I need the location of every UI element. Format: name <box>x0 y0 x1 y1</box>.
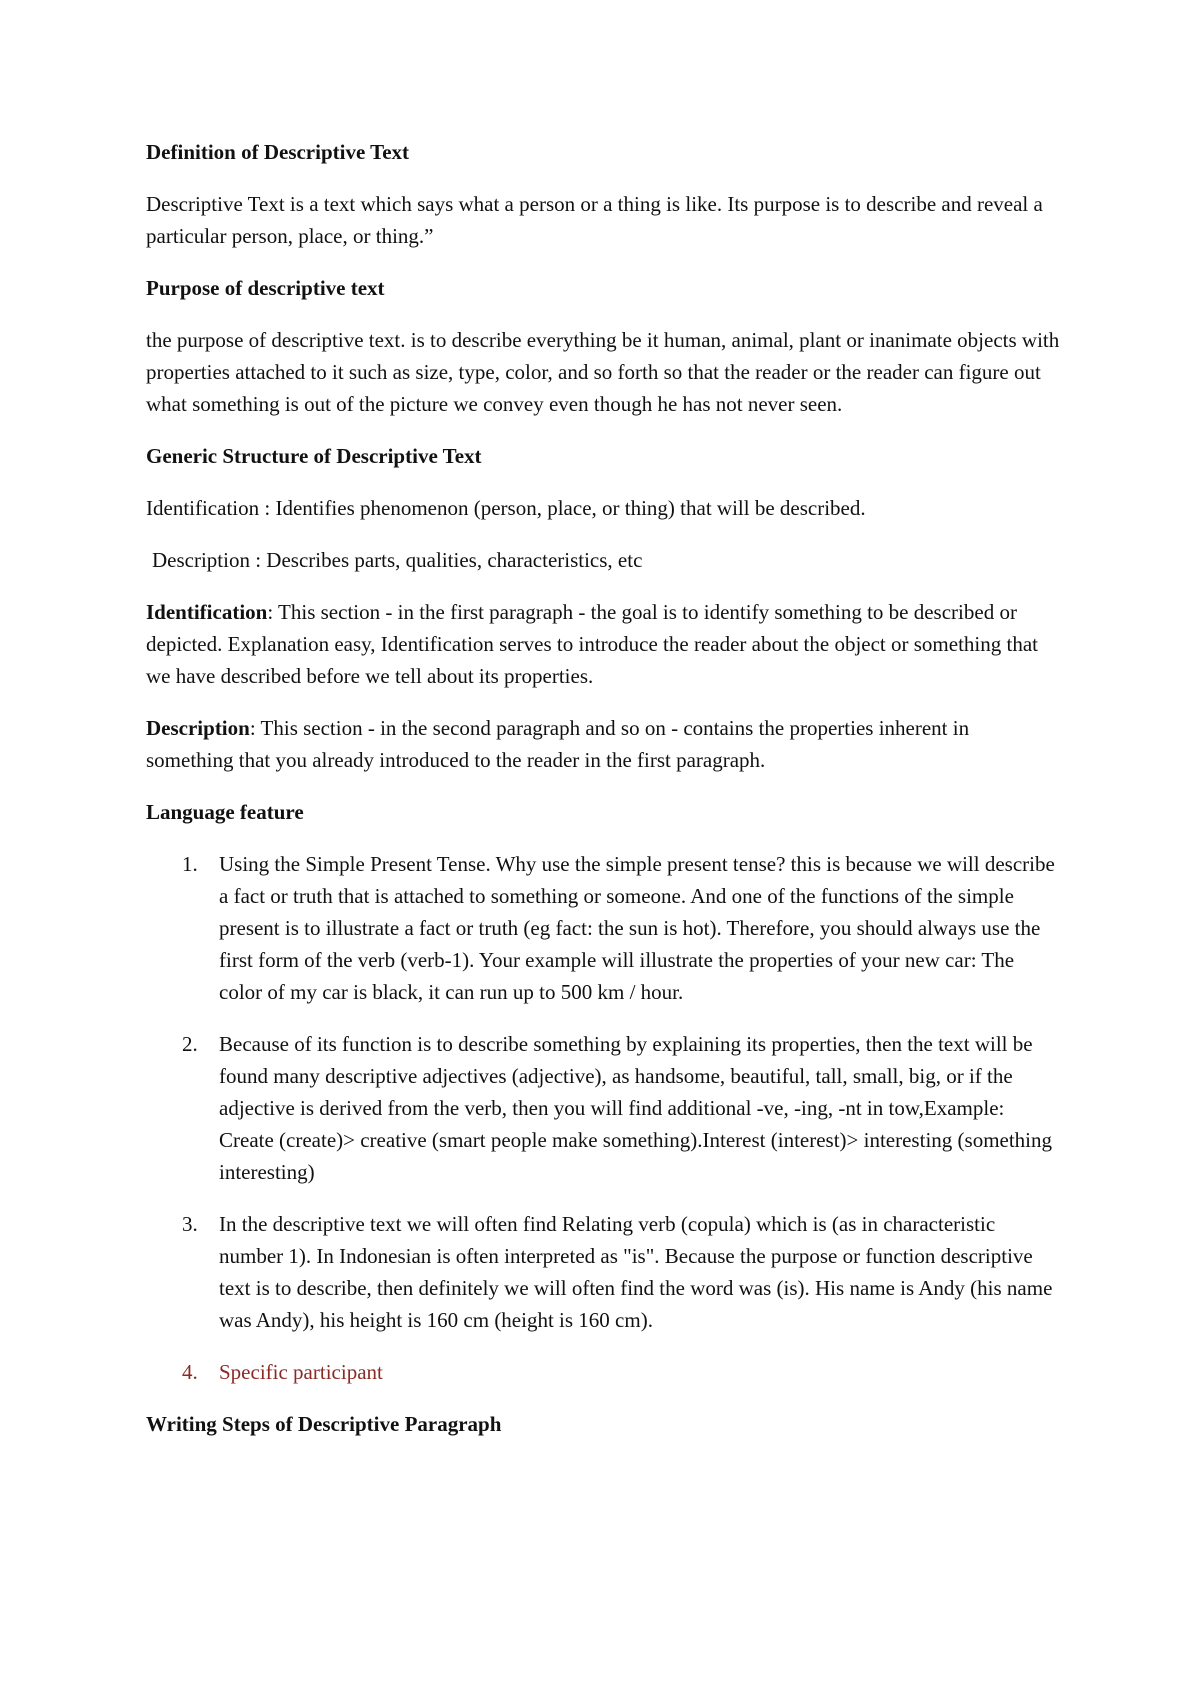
definition-heading: Definition of Descriptive Text <box>146 140 410 164</box>
list-item-text: Specific participant <box>219 1360 383 1384</box>
list-item-specific-participant <box>146 1356 1060 1388</box>
description-paragraph <box>146 712 1060 776</box>
purpose-heading: Purpose of descriptive text <box>146 276 385 300</box>
identification-text: : This section - in the first paragraph - the goal is to identify something to be described or depicted. Explanation easy, Identification serves to introduce the reader about the object or something that we have described before we tell about its properties. <box>146 600 1038 688</box>
list-item-number: 3. <box>182 1212 198 1236</box>
identification-term: Identification <box>146 600 268 624</box>
language-feature-list <box>146 848 1060 1388</box>
list-item-text: In the descriptive text we will often find Relating verb (copula) which is (as in characteristic number 1). In Indonesian is often interpreted as "is". Because the purpose or function descriptive text is to describe, then definitely we will often find the word was (is). His name is Andy (his name was Andy), his height is 160 cm (height is 160 cm). <box>219 1212 1053 1332</box>
language-feature-heading: Language feature <box>146 800 304 824</box>
list-item <box>146 1028 1060 1188</box>
definition-paragraph: Descriptive Text is a text which says what a person or a thing is like. Its purpose is to describe and reveal a particular person, place, or thing.” <box>146 192 1043 248</box>
description-term: Description <box>146 716 250 740</box>
identification-summary-line: Identification : Identifies phenomenon (person, place, or thing) that will be described. <box>146 496 866 520</box>
list-item-number: 4. <box>182 1360 198 1384</box>
writing-steps-heading: Writing Steps of Descriptive Paragraph <box>146 1412 502 1436</box>
list-item <box>146 1208 1060 1336</box>
generic-structure-heading: Generic Structure of Descriptive Text <box>146 444 482 468</box>
description-text: : This section - in the second paragraph and so on - contains the properties inherent in something that you already introduced to the reader in the first paragraph. <box>146 716 970 772</box>
list-item-number: 1. <box>182 852 198 876</box>
purpose-paragraph: the purpose of descriptive text. is to describe everything be it human, animal, plant or inanimate objects with properties attached to it such as size, type, color, and so forth so that the reader or the reader can figure out what something is out of the picture we convey even though he has not never seen. <box>146 328 1060 416</box>
identification-paragraph <box>146 596 1060 692</box>
description-summary-line: Description : Describes parts, qualities, characteristics, etc <box>152 548 643 572</box>
list-item-text: Because of its function is to describe something by explaining its properties, then the text will be found many descriptive adjectives (adjective), as handsome, beautiful, tall, small, big, or if the adjective is derived from the verb, then you will find additional -ve, -ing, -nt in tow,Example: Create (create)> creative (smart people make something).Interest (interest)> interesting (something interesting) <box>219 1032 1053 1184</box>
list-item <box>146 848 1060 1008</box>
list-item-text: Using the Simple Present Tense. Why use the simple present tense? this is because we will describe a fact or truth that is attached to something or someone. And one of the functions of the simple present is to illustrate a fact or truth (eg fact: the sun is hot). Therefore, you should always use the first form of the verb (verb-1). Your example will illustrate the properties of your new car: The color of my car is black, it can run up to 500 km / hour. <box>219 852 1055 1004</box>
list-item-number: 2. <box>182 1032 198 1056</box>
